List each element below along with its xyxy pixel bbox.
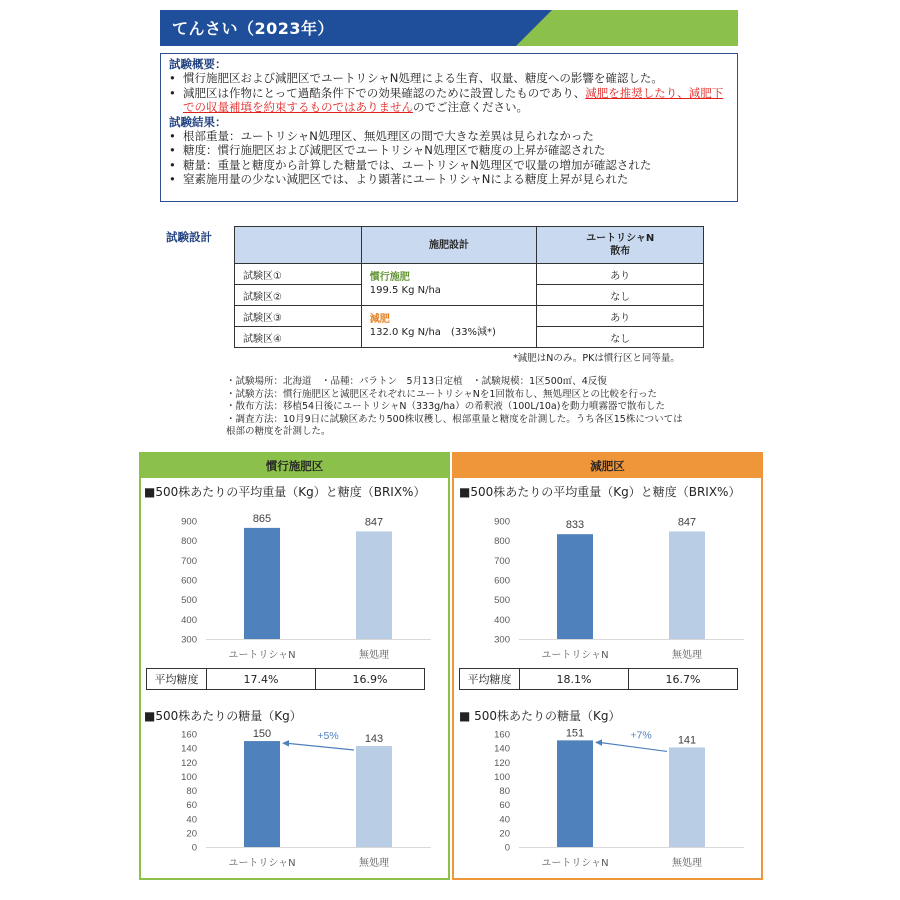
brix-label: 平均糖度 (460, 669, 520, 689)
y-tick-label: 140 (181, 743, 197, 755)
sugar-chart (454, 724, 761, 874)
method-notes (226, 376, 726, 439)
change-arrow-head (595, 739, 602, 746)
bar-control (356, 746, 392, 847)
y-tick-label: 100 (494, 771, 510, 783)
plot-name: 試験区③ (235, 306, 362, 327)
bar-control (669, 747, 705, 847)
y-tick-label: 20 (186, 828, 197, 840)
y-tick-label: 60 (499, 800, 510, 812)
fert-group-reduced (361, 306, 537, 348)
change-arrow-line (601, 743, 667, 752)
data-label: 865 (252, 512, 272, 525)
design-footnote: *減肥はNのみ。PKは慣行区と同等量。 (513, 353, 680, 364)
brix-value-control: 16.7% (665, 672, 701, 686)
design-label: 試験設計 (166, 230, 212, 244)
y-tick-label: 60 (186, 800, 197, 812)
y-tick-label: 100 (181, 771, 197, 783)
change-arrow-line (288, 743, 354, 750)
bar-treated (244, 528, 280, 639)
y-tick-label: 500 (181, 595, 197, 607)
x-tick-label: ユートリシャN (228, 650, 296, 661)
panel-title: 慣行施肥区 (141, 454, 448, 478)
results-list (169, 129, 729, 187)
y-tick-label: 0 (504, 842, 510, 854)
note-line: ・調査方法：10月9日に試験区あたり500株収穫し、根部重量と糖度を計測した。うち各区15株については (226, 413, 683, 425)
fert-group-value: 199.5 Kg N/ha (369, 284, 441, 296)
spray-header-line1: ユートリシャN (586, 233, 655, 244)
x-tick-label: 無処理 (672, 650, 702, 661)
y-tick-label: 80 (186, 786, 197, 797)
brix-value-treated: 17.4% (207, 669, 316, 689)
y-tick-label: 40 (186, 814, 197, 826)
bar-treated (244, 741, 280, 847)
y-tick-label: 400 (494, 614, 510, 626)
change-annotation: +7% (630, 729, 652, 742)
fert-group-name: 慣行施肥 (369, 271, 410, 283)
data-label: 141 (677, 734, 697, 747)
overview-item: • 慣行施肥区および減肥区でユートリシャN処理による生育、収量、糖度への影響を確認した。 (169, 71, 729, 86)
spray-header-line2: 散布 (610, 246, 631, 257)
data-label: 833 (565, 519, 585, 532)
y-tick-label: 800 (494, 536, 510, 548)
bar-treated (557, 534, 593, 639)
x-tick-label: 無処理 (359, 858, 389, 869)
fert-group-name: 減肥 (369, 313, 390, 325)
x-tick-label: ユートリシャN (541, 858, 609, 869)
data-label: 847 (677, 516, 697, 529)
y-tick-label: 300 (181, 634, 197, 646)
y-tick-label: 40 (499, 814, 510, 826)
summary-box (160, 53, 738, 202)
result-item: • 糖量：重量と糖度から計算した糖量では、ユートリシャN処理区で収量の増加が確認された (169, 158, 729, 173)
overview-heading: 試験概要： (169, 57, 227, 71)
table-row (235, 306, 704, 327)
table-row (235, 264, 704, 285)
disclaimer-warning: 減肥を推奨したり、減肥下での収量補填を約束するものではありません (183, 85, 724, 114)
brix-row (146, 668, 425, 690)
overview-item (169, 86, 729, 115)
weight-chart-title: ■500株あたりの平均重量（Kg）と糖度（BRIX%） (144, 485, 426, 499)
weight-chart-title: ■500株あたりの平均重量（Kg）と糖度（BRIX%） (459, 485, 741, 499)
panel-conventional (139, 452, 450, 880)
y-tick-label: 900 (494, 516, 510, 528)
table-header-spray (537, 227, 704, 264)
result-item: • 糖度：慣行施肥区および減肥区でユートリシャN処理区で糖度の上昇が確認された (169, 143, 729, 158)
y-tick-label: 400 (181, 614, 197, 626)
y-tick-label: 600 (181, 575, 197, 587)
y-tick-label: 160 (494, 729, 510, 741)
change-arrow-head (282, 740, 289, 747)
sugar-chart-title: ■500株あたりの糖量（Kg） (144, 709, 302, 723)
page-title: てんさい（2023年） (172, 19, 335, 38)
bar-control (356, 531, 392, 639)
bar-control (669, 531, 705, 639)
note-line: ・散布方法：移植54日後にユートリシャN（333g/ha）の希釈液（100L/10a)を動力噴霧器で散布した (226, 401, 665, 412)
plot-name: 試験区② (235, 285, 362, 306)
note-line: ・試験方法：慣行施肥区と減肥区それぞれにユートリシャNを1回散布し、無処理区との比較を行った (226, 388, 657, 400)
plot-name: 試験区① (235, 264, 362, 285)
y-tick-label: 20 (499, 828, 510, 840)
note-line: 根部の糖度を計測した。 (226, 426, 331, 437)
brix-value-control: 16.9% (352, 672, 388, 686)
y-tick-label: 300 (494, 634, 510, 646)
spray-value: あり (537, 264, 704, 285)
note-line: ・試験場所：北海道 ・品種：パラトン 5月13日定植 ・試験規模：1区500㎡、4反復 (226, 376, 607, 387)
design-table (234, 226, 704, 348)
y-tick-label: 500 (494, 595, 510, 607)
overview-list (169, 71, 729, 115)
x-tick-label: 無処理 (359, 650, 389, 661)
overview-text: 減肥区は作物にとって過酷条件下での効果確認のために設置したものであり、 (183, 85, 586, 100)
y-tick-label: 140 (494, 743, 510, 755)
sugar-chart-title: ■ 500株あたりの糖量（Kg） (459, 709, 621, 723)
brix-value-treated: 18.1% (520, 669, 629, 689)
data-label: 150 (252, 728, 272, 741)
spray-value: なし (537, 327, 704, 348)
result-item: • 根部重量：ユートリシャN処理区、無処理区の間で大きな差異は見られなかった (169, 129, 729, 144)
y-tick-label: 160 (181, 729, 197, 741)
panel-title: 減肥区 (454, 454, 761, 478)
data-label: 847 (364, 516, 384, 529)
y-tick-label: 80 (499, 786, 510, 797)
brix-label: 平均糖度 (147, 669, 207, 689)
weight-chart (141, 506, 448, 668)
data-label: 151 (565, 727, 585, 740)
change-annotation: +5% (317, 730, 339, 743)
y-tick-label: 120 (181, 757, 197, 769)
y-tick-label: 700 (181, 555, 197, 567)
fert-group-value: 132.0 Kg N/ha (33%減*) (369, 326, 496, 338)
y-tick-label: 800 (181, 536, 197, 548)
y-tick-label: 900 (181, 516, 197, 528)
results-heading: 試験結果： (169, 114, 227, 129)
fert-group-conventional (361, 264, 537, 306)
sugar-chart (141, 724, 448, 874)
y-tick-label: 600 (494, 575, 510, 587)
x-tick-label: ユートリシャN (228, 858, 296, 869)
spray-value: あり (537, 306, 704, 327)
y-tick-label: 120 (494, 757, 510, 769)
x-tick-label: 無処理 (672, 858, 702, 869)
data-label: 143 (364, 733, 384, 746)
table-header-blank (235, 227, 362, 264)
overview-text: のでご注意ください。 (413, 100, 528, 114)
header-banner (160, 10, 738, 46)
bar-treated (557, 740, 593, 847)
x-tick-label: ユートリシャN (541, 650, 609, 661)
result-item: • 窒素施用量の少ない減肥区では、より顕著にユートリシャNによる糖度上昇が見られた (169, 172, 729, 187)
y-tick-label: 700 (494, 555, 510, 567)
spray-value: なし (537, 285, 704, 306)
panel-reduced (452, 452, 763, 880)
plot-name: 試験区④ (235, 327, 362, 348)
y-tick-label: 0 (191, 842, 197, 854)
table-header-row (235, 227, 704, 264)
weight-chart (454, 506, 761, 668)
table-header-fert: 施肥設計 (361, 227, 537, 264)
brix-row (459, 668, 738, 690)
